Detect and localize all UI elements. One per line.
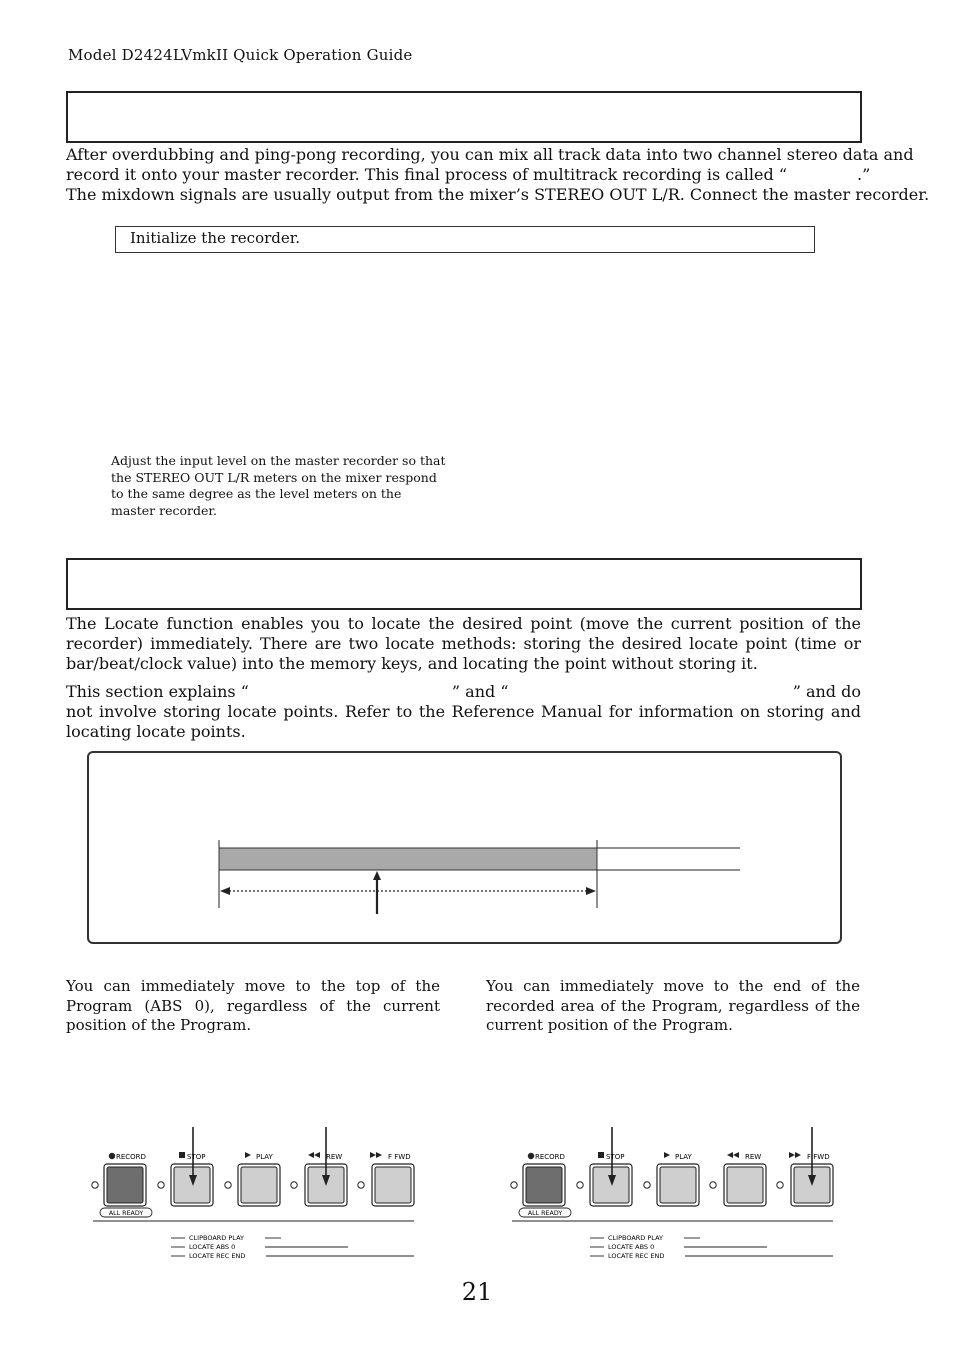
record-label: RECORD bbox=[535, 1153, 565, 1161]
clipboard-play-label: CLIPBOARD PLAY bbox=[189, 1234, 244, 1242]
play-led bbox=[644, 1182, 650, 1188]
stop-label: STOP bbox=[187, 1153, 206, 1161]
locate-section-heading-box bbox=[66, 558, 862, 610]
master-recorder-level-note: Adjust the input level on the master recorder so that the STEREO OUT L/R meters on the mixer respond to the same degree as the level meters on the master recorder. bbox=[111, 453, 446, 518]
mixdown-line-3: The mixdown signals are usually output from the mixer’s STEREO OUT L/R. Connect the master recorder. bbox=[66, 185, 930, 204]
stop-led bbox=[158, 1182, 164, 1188]
locate-methods-b: ” and “ bbox=[451, 682, 509, 701]
stop-square-icon bbox=[598, 1152, 604, 1158]
record-led bbox=[92, 1182, 98, 1188]
all-ready-label: ALL READY bbox=[527, 1210, 563, 1217]
rew-triangle-icon-2 bbox=[314, 1152, 320, 1158]
locate-intro-paragraph: The Locate function enables you to locate the desired point (move the current position of the recorder) immediately. There are two locate methods: storing the desired locate point (time or bar/beat/clock value) into the memory keys, and locating the point without storing it. bbox=[66, 614, 861, 673]
page-number: 21 bbox=[461, 1278, 493, 1306]
stop-led bbox=[577, 1182, 583, 1188]
rew-triangle-icon-2 bbox=[733, 1152, 739, 1158]
clipboard-play-label: CLIPBOARD PLAY bbox=[608, 1234, 663, 1242]
ffwd-triangle-icon-2 bbox=[795, 1152, 801, 1158]
rew-label: REW bbox=[745, 1153, 762, 1161]
mixdown-line-2 bbox=[66, 165, 871, 185]
recorded-area-diagram-svg bbox=[89, 753, 840, 942]
locate-abs0-description: You can immediately move to the top of the Program (ABS 0), regardless of the current position of the Program. bbox=[66, 977, 440, 1034]
play-label: PLAY bbox=[256, 1153, 273, 1161]
record-button[interactable] bbox=[104, 1164, 146, 1206]
ffwd-button[interactable] bbox=[372, 1164, 414, 1206]
locate-methods-rest: not involve storing locate points. Refer to the Reference Manual for information on storing and locating locate points. bbox=[66, 702, 861, 741]
range-left-arrowhead bbox=[220, 887, 230, 895]
record-dot-icon bbox=[109, 1153, 115, 1159]
stop-button[interactable] bbox=[590, 1164, 632, 1206]
locate-abs0-label: LOCATE ABS 0 bbox=[608, 1243, 655, 1251]
ffwd-led bbox=[777, 1182, 783, 1188]
locate-methods-paragraph bbox=[66, 682, 861, 742]
rew-led bbox=[291, 1182, 297, 1188]
locate-rec-end-description: You can immediately move to the end of the recorded area of the Program, regardless of the current position of the Program. bbox=[486, 977, 860, 1034]
locate-methods-line-1 bbox=[66, 682, 861, 702]
mixdown-line-1: After overdubbing and ping-pong recording, you can mix all track data into two channel stereo data and bbox=[66, 145, 914, 164]
initialize-step-box: Initialize the recorder. bbox=[115, 226, 815, 253]
stop-square-icon bbox=[179, 1152, 185, 1158]
ffwd-triangle-icon-1 bbox=[370, 1152, 376, 1158]
ffwd-triangle-icon-1 bbox=[789, 1152, 795, 1158]
transport-panel-left bbox=[85, 1120, 425, 1265]
mixdown-line-2-a: record it onto your master recorder. This final process of multitrack recording is called “ bbox=[66, 165, 787, 184]
record-label: RECORD bbox=[116, 1153, 146, 1161]
rew-led bbox=[710, 1182, 716, 1188]
locate-methods-c: ” and do bbox=[792, 682, 861, 701]
mixdown-section-heading-box bbox=[66, 91, 862, 143]
range-right-arrowhead bbox=[586, 887, 596, 895]
locate-methods-a: This section explains “ bbox=[66, 682, 249, 701]
ffwd-led bbox=[358, 1182, 364, 1188]
locate-abs0-label: LOCATE ABS 0 bbox=[189, 1243, 236, 1251]
rew-triangle-icon-1 bbox=[308, 1152, 314, 1158]
current-position-arrowhead bbox=[373, 871, 381, 880]
rew-button[interactable] bbox=[724, 1164, 766, 1206]
ffwd-triangle-icon-2 bbox=[376, 1152, 382, 1158]
record-dot-icon bbox=[528, 1153, 534, 1159]
ffwd-label: F FWD bbox=[807, 1153, 830, 1161]
stop-label: STOP bbox=[606, 1153, 625, 1161]
play-triangle-icon bbox=[664, 1152, 670, 1158]
rew-label: REW bbox=[326, 1153, 343, 1161]
play-button[interactable] bbox=[238, 1164, 280, 1206]
play-button[interactable] bbox=[657, 1164, 699, 1206]
recorded-area-diagram bbox=[87, 751, 842, 944]
all-ready-label: ALL READY bbox=[108, 1210, 144, 1217]
recorded-area-bar bbox=[219, 848, 597, 870]
play-led bbox=[225, 1182, 231, 1188]
locate-rec-end-label: LOCATE REC END bbox=[608, 1252, 665, 1260]
record-button[interactable] bbox=[523, 1164, 565, 1206]
play-label: PLAY bbox=[675, 1153, 692, 1161]
locate-rec-end-label: LOCATE REC END bbox=[189, 1252, 246, 1260]
mixdown-intro-paragraph bbox=[66, 145, 930, 205]
transport-panel-right bbox=[504, 1120, 844, 1265]
play-triangle-icon bbox=[245, 1152, 251, 1158]
mixdown-line-2-b: .” bbox=[857, 165, 871, 184]
ffwd-label: F FWD bbox=[388, 1153, 411, 1161]
rew-triangle-icon-1 bbox=[727, 1152, 733, 1158]
page-header: Model D2424LVmkII Quick Operation Guide bbox=[68, 46, 413, 64]
stop-button[interactable] bbox=[171, 1164, 213, 1206]
record-led bbox=[511, 1182, 517, 1188]
